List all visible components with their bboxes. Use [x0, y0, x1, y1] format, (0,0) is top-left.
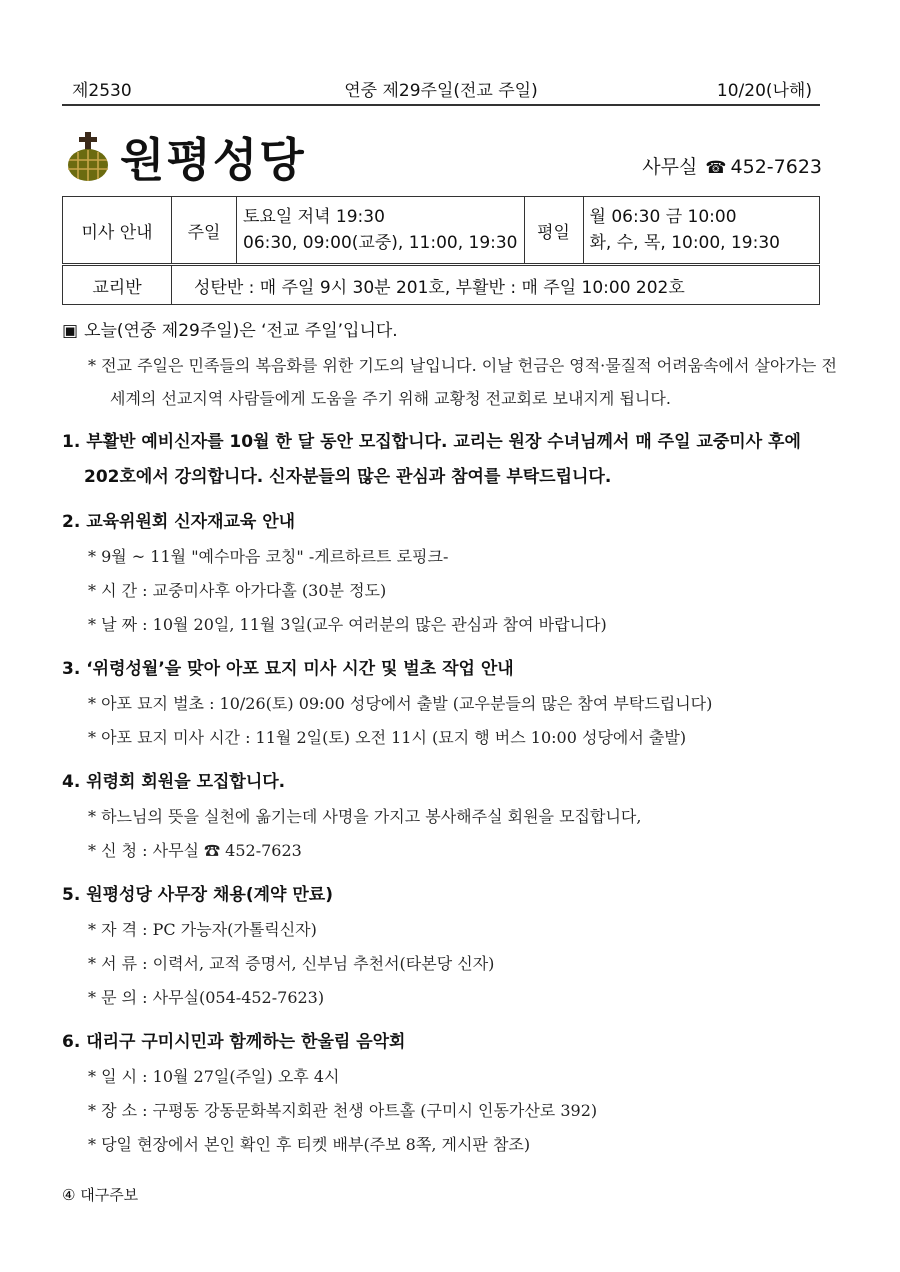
section-2-title: 2. 교육위원회 신자재교육 안내 [62, 512, 296, 532]
section-5 [62, 878, 842, 1015]
catechism-label: 교리반 [63, 265, 172, 305]
section-5-title: 5. 원평성당 사무장 채용(계약 만료) [62, 885, 333, 905]
weekday-times-line1: 월 06:30 금 10:00 [589, 207, 737, 227]
section-3-title: 3. ‘위령성월’을 맞아 아포 묘지 미사 시간 및 벌초 작업 안내 [62, 659, 514, 679]
church-cross-logo-icon [66, 132, 110, 182]
office-contact [642, 152, 822, 179]
mass-schedule-table [62, 196, 820, 305]
issue-number: 제2530 [72, 81, 132, 101]
list-item: * 날 짜 : 10월 20일, 11월 3일(교우 여러분의 많은 관심과 참여 바랍니다) [88, 615, 607, 634]
section-6-title: 6. 대리구 구미시민과 함께하는 한울림 음악회 [62, 1032, 406, 1052]
bulletin-header [62, 70, 820, 106]
phone-icon: ☎ [705, 158, 727, 178]
mass-info-label: 미사 안내 [63, 197, 172, 265]
section-2 [62, 505, 842, 642]
section-1-title: 1. 부활반 예비신자를 10월 한 달 동안 모집합니다. 교리는 원장 수녀님께서 매 주일 교중미사 후에 202호에서 강의합니다. 신자분들의 많은 관심과 참여를 부탁드립니다. [62, 432, 801, 487]
office-label: 사무실 [642, 156, 698, 178]
sunday-label: 주일 [172, 197, 237, 265]
bulletin-content [62, 316, 842, 1162]
list-item: * 신 청 : 사무실 ☎ 452-7623 [88, 841, 302, 860]
list-item: * 아포 묘지 벌초 : 10/26(토) 09:00 성당에서 출발 (교우분들의 많은 참여 부탁드립니다) [88, 694, 713, 713]
intro-heading [62, 316, 842, 341]
bulletin-date: 10/20(나해) [716, 81, 812, 101]
section-3 [62, 652, 842, 755]
catechism-schedule: 성탄반 : 매 주일 9시 30분 201호, 부활반 : 매 주일 10:00 202호 [172, 265, 820, 305]
sunday-times-line1: 토요일 저녁 19:30 [243, 207, 385, 227]
section-6 [62, 1025, 842, 1162]
weekday-times-line2: 화, 수, 목, 10:00, 19:30 [589, 233, 780, 253]
list-item: * 9월 ~ 11월 "예수마음 코칭" -게르하르트 로핑크- [88, 547, 449, 566]
section-4 [62, 765, 842, 868]
page-footer: ④ 대구주보 [62, 1186, 139, 1204]
parish-title-row [62, 124, 822, 190]
list-item: * 하느님의 뜻을 실천에 옮기는데 사명을 가지고 봉사해주실 회원을 모집합니다, [88, 807, 642, 826]
list-item: * 아포 묘지 미사 시간 : 11월 2일(토) 오전 11시 (묘지 행 버스 10:00 성당에서 출발) [88, 728, 687, 747]
square-bullet-icon: ▣ [62, 321, 79, 341]
intro-note: * 전교 주일은 민족들의 복음화를 위한 기도의 날입니다. 이날 헌금은 영적·물질적 어려움속에서 살아가는 전 세계의 선교지역 사람들에게 도움을 주기 위해 교황청 전교회로 보내지게 됩니다. [88, 356, 837, 408]
sunday-times-line2: 06:30, 09:00(교중), 11:00, 19:30 [243, 233, 518, 253]
list-item: * 장 소 : 구평동 강동문화복지회관 천생 아트홀 (구미시 인동가산로 392) [88, 1101, 598, 1120]
liturgical-title: 연중 제29주일(전교 주일) [344, 81, 538, 101]
list-item: * 서 류 : 이력서, 교적 증명서, 신부님 추천서(타본당 신자) [88, 954, 495, 973]
parish-name: 원평성당 [120, 133, 306, 187]
list-item: * 당일 현장에서 본인 확인 후 티켓 배부(주보 8쪽, 게시판 참조) [88, 1135, 531, 1154]
office-phone: 452-7623 [730, 156, 822, 178]
list-item: * 시 간 : 교중미사후 아가다홀 (30분 정도) [88, 581, 387, 600]
weekday-label: 평일 [524, 197, 583, 265]
list-item: * 자 격 : PC 가능자(가톨릭신자) [88, 920, 317, 939]
intro-title: 오늘(연중 제29주일)은 ‘전교 주일’입니다. [84, 321, 398, 341]
sunday-times [237, 197, 525, 265]
list-item: * 문 의 : 사무실(054-452-7623) [88, 988, 325, 1007]
section-4-title: 4. 위령회 회원을 모집합니다. [62, 772, 286, 792]
list-item: * 일 시 : 10월 27일(주일) 오후 4시 [88, 1067, 340, 1086]
weekday-times [583, 197, 820, 265]
